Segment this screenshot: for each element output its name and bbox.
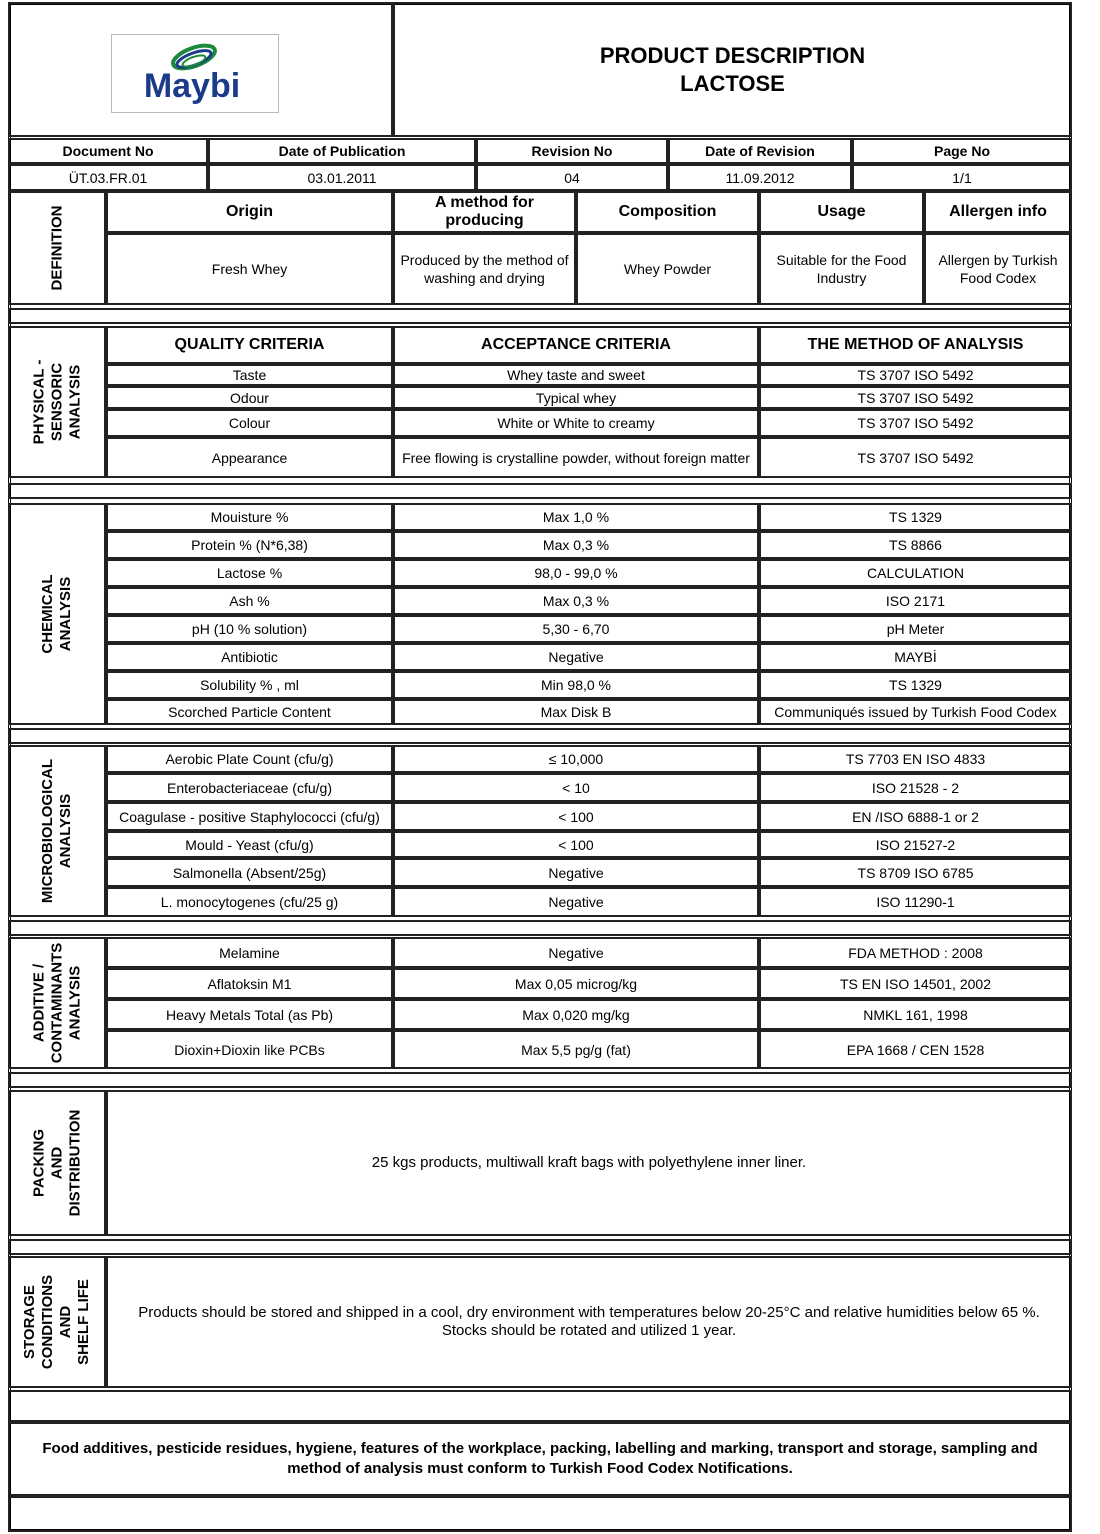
physical-quality: Odour	[106, 386, 393, 409]
doc-label-document-no: Document No	[8, 138, 208, 164]
section-label-storage: STORAGE CONDITIONS AND SHELF LIFE	[8, 1256, 106, 1388]
micro-quality: Enterobacteriaceae (cfu/g)	[106, 773, 393, 802]
section-label-packing: PACKING AND DISTRIBUTION	[8, 1090, 106, 1236]
physical-acceptance: Free flowing is crystalline powder, without foreign matter	[393, 437, 759, 478]
additive-acceptance: Max 0,020 mg/kg	[393, 999, 759, 1030]
section-separator	[8, 1390, 1072, 1422]
additive-acceptance: Max 5,5 pg/g (fat)	[393, 1030, 759, 1069]
physical-acceptance: White or White to creamy	[393, 409, 759, 437]
logo-swirl-icon	[112, 35, 278, 112]
physical-method: TS 3707 ISO 5492	[759, 409, 1072, 437]
doc-value-revision-no: 04	[476, 164, 668, 191]
chemical-method: CALCULATION	[759, 559, 1072, 587]
micro-acceptance: Negative	[393, 887, 759, 917]
section-separator	[8, 1072, 1072, 1088]
criteria-header-quality: QUALITY CRITERIA	[106, 326, 393, 364]
chemical-quality: pH (10 % solution)	[106, 615, 393, 643]
chemical-acceptance: Min 98,0 %	[393, 671, 759, 699]
doc-value-date-revision: 11.09.2012	[668, 164, 852, 191]
def-header-composition: Composition	[576, 191, 759, 233]
section-label-chemical: CHEMICAL ANALYSIS	[8, 503, 106, 725]
chemical-quality: Ash %	[106, 587, 393, 615]
section-separator	[8, 1239, 1072, 1255]
chemical-quality: Solubility % , ml	[106, 671, 393, 699]
chemical-method: pH Meter	[759, 615, 1072, 643]
footer-note: Food additives, pesticide residues, hygiene, features of the workplace, packing, labelling and marking, transport and storage, sampling and method of analysis must conform to Turkish Food Codex Notifications.	[8, 1422, 1072, 1496]
additive-acceptance: Max 0,05 microg/kg	[393, 968, 759, 999]
def-value-allergen: Allergen by Turkish Food Codex	[924, 233, 1072, 305]
chemical-quality: Antibiotic	[106, 643, 393, 671]
chemical-acceptance: Max 0,3 %	[393, 531, 759, 559]
storage-line-1: Products should be stored and shipped in a cool, dry environment with temperatures below 20-25°C and relative humidities below 65 %.	[138, 1304, 1040, 1321]
chemical-method: MAYBİ	[759, 643, 1072, 671]
section-separator	[8, 920, 1072, 936]
physical-quality: Taste	[106, 364, 393, 386]
section-label-additive: ADDITIVE / CONTAMINANTS ANALYSIS	[8, 937, 106, 1069]
chemical-method: ISO 2171	[759, 587, 1072, 615]
storage-text	[106, 1256, 1072, 1388]
micro-acceptance: < 100	[393, 831, 759, 858]
chemical-acceptance: Negative	[393, 643, 759, 671]
storage-line-2: Stocks should be rotated and utilized 1 year.	[441, 1322, 737, 1339]
physical-quality: Colour	[106, 409, 393, 437]
section-label-definition: DEFINITION	[8, 191, 106, 305]
micro-method: ISO 11290-1	[759, 887, 1072, 917]
chemical-quality: Scorched Particle Content	[106, 699, 393, 725]
doc-value-date-publication: 03.01.2011	[208, 164, 476, 191]
chemical-quality: Protein % (N*6,38)	[106, 531, 393, 559]
physical-method: TS 3707 ISO 5492	[759, 364, 1072, 386]
chemical-quality: Mouisture %	[106, 503, 393, 531]
micro-quality: Salmonella (Absent/25g)	[106, 858, 393, 887]
footer-blank	[8, 1496, 1072, 1532]
product-name: LACTOSE	[680, 70, 785, 96]
micro-acceptance: Negative	[393, 858, 759, 887]
physical-method: TS 3707 ISO 5492	[759, 437, 1072, 478]
micro-method: TS 7703 EN ISO 4833	[759, 745, 1072, 773]
doc-label-revision-no: Revision No	[476, 138, 668, 164]
physical-acceptance: Typical whey	[393, 386, 759, 409]
criteria-header-method: THE METHOD OF ANALYSIS	[759, 326, 1072, 364]
section-label-physical: PHYSICAL - SENSORIC ANALYSIS	[8, 326, 106, 478]
micro-acceptance: < 100	[393, 802, 759, 831]
doc-value-page-no: 1/1	[852, 164, 1072, 191]
doc-value-document-no: ÜT.03.FR.01	[8, 164, 208, 191]
additive-method: NMKL 161, 1998	[759, 999, 1072, 1030]
svg-text:Maybi: Maybi	[143, 67, 241, 105]
micro-method: EN /ISO 6888-1 or 2	[759, 802, 1072, 831]
additive-method: TS EN ISO 14501, 2002	[759, 968, 1072, 999]
additive-quality: Heavy Metals Total (as Pb)	[106, 999, 393, 1030]
additive-method: FDA METHOD : 2008	[759, 937, 1072, 968]
page-title: PRODUCT DESCRIPTION	[599, 42, 866, 68]
def-header-origin: Origin	[106, 191, 393, 233]
micro-quality: Coagulase - positive Staphylococci (cfu/g)	[106, 802, 393, 831]
def-value-usage: Suitable for the Food Industry	[759, 233, 924, 305]
physical-quality: Appearance	[106, 437, 393, 478]
chemical-method: TS 8866	[759, 531, 1072, 559]
section-separator	[8, 483, 1072, 499]
additive-method: EPA 1668 / CEN 1528	[759, 1030, 1072, 1069]
additive-quality: Aflatoksin M1	[106, 968, 393, 999]
def-header-allergen: Allergen info	[924, 191, 1072, 233]
chemical-acceptance: Max 0,3 %	[393, 587, 759, 615]
micro-method: TS 8709 ISO 6785	[759, 858, 1072, 887]
section-separator	[8, 728, 1072, 744]
doc-label-date-revision: Date of Revision	[668, 138, 852, 164]
additive-quality: Dioxin+Dioxin like PCBs	[106, 1030, 393, 1069]
section-label-microbiological: MICROBIOLOGICAL ANALYSIS	[8, 745, 106, 917]
chemical-quality: Lactose %	[106, 559, 393, 587]
micro-acceptance: < 10	[393, 773, 759, 802]
chemical-acceptance: Max Disk B	[393, 699, 759, 725]
additive-acceptance: Negative	[393, 937, 759, 968]
chemical-method: Communiqués issued by Turkish Food Codex	[759, 699, 1072, 725]
additive-quality: Melamine	[106, 937, 393, 968]
chemical-acceptance: 5,30 - 6,70	[393, 615, 759, 643]
micro-quality: Mould - Yeast (cfu/g)	[106, 831, 393, 858]
micro-quality: L. monocytogenes (cfu/25 g)	[106, 887, 393, 917]
micro-acceptance: ≤ 10,000	[393, 745, 759, 773]
def-value-method: Produced by the method of washing and drying	[393, 233, 576, 305]
micro-method: ISO 21527-2	[759, 831, 1072, 858]
title-cell	[393, 2, 1072, 137]
def-header-usage: Usage	[759, 191, 924, 233]
micro-method: ISO 21528 - 2	[759, 773, 1072, 802]
chemical-method: TS 1329	[759, 503, 1072, 531]
criteria-header-acceptance: ACCEPTANCE CRITERIA	[393, 326, 759, 364]
doc-label-date-publication: Date of Publication	[208, 138, 476, 164]
doc-label-page-no: Page No	[852, 138, 1072, 164]
def-value-composition: Whey Powder	[576, 233, 759, 305]
physical-acceptance: Whey taste and sweet	[393, 364, 759, 386]
chemical-method: TS 1329	[759, 671, 1072, 699]
maybi-logo	[111, 34, 279, 113]
chemical-acceptance: 98,0 - 99,0 %	[393, 559, 759, 587]
def-header-method: A method for producing	[393, 191, 576, 233]
section-separator	[8, 308, 1072, 324]
chemical-acceptance: Max 1,0 %	[393, 503, 759, 531]
def-value-origin: Fresh Whey	[106, 233, 393, 305]
physical-method: TS 3707 ISO 5492	[759, 386, 1072, 409]
packing-text: 25 kgs products, multiwall kraft bags with polyethylene inner liner.	[106, 1090, 1072, 1236]
micro-quality: Aerobic Plate Count (cfu/g)	[106, 745, 393, 773]
